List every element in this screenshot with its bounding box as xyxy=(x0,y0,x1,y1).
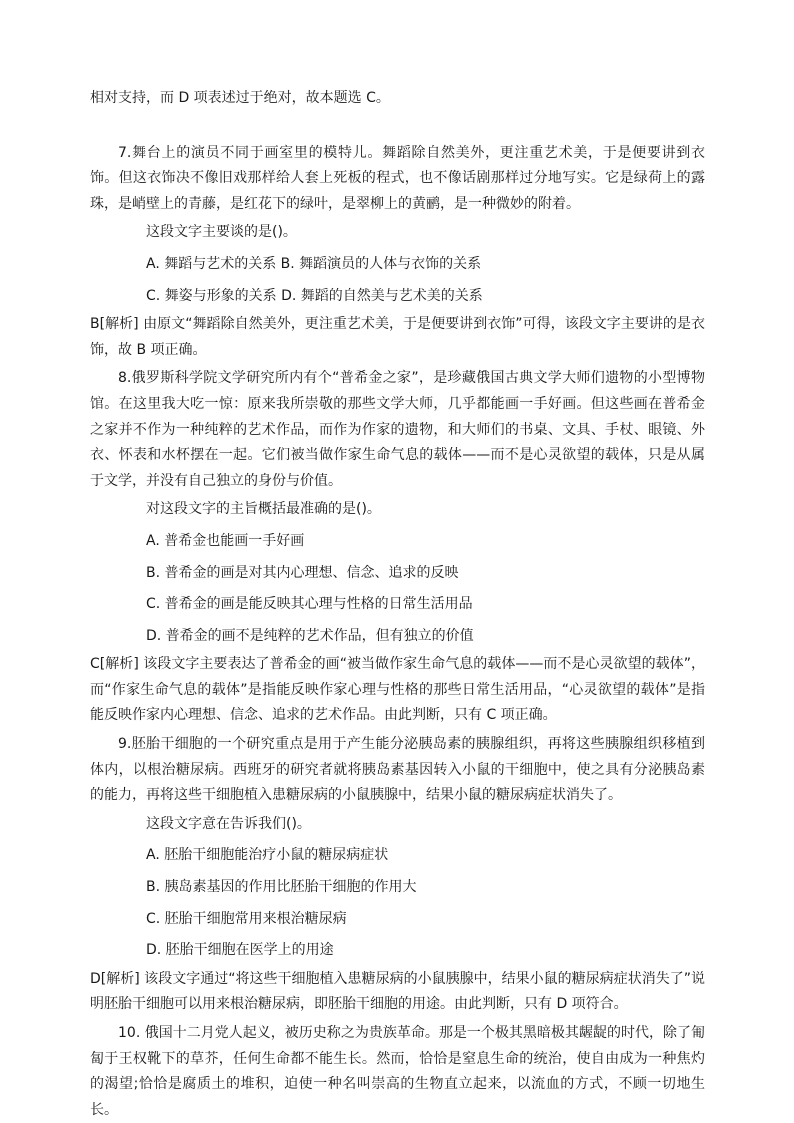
option-d: D. 普希金的画不是纯粹的艺术作品，但有独立的价值 xyxy=(146,627,474,644)
question-stem: 这段文字意在告诉我们()。 xyxy=(146,815,311,832)
document-body xyxy=(90,86,705,1123)
option-c: C. 普希金的画是能反映其心理与性格的日常生活用品 xyxy=(146,596,473,613)
question-9 xyxy=(90,732,705,1018)
option-line: C. 舞姿与形象的关系 D. 舞蹈的自然美与艺术美的关系 xyxy=(146,287,483,304)
question-10 xyxy=(90,1021,705,1123)
question-stem: 这段文字主要谈的是()。 xyxy=(146,224,297,241)
spacer xyxy=(90,112,705,138)
question-7 xyxy=(90,141,705,364)
option-c: C. 胚胎干细胞常用来根治糖尿病 xyxy=(146,910,347,927)
option-a: A. 普希金也能画一手好画 xyxy=(146,532,305,549)
question-passage: 7.舞台上的演员不同于画室里的模特儿。舞蹈除自然美外，更注重艺术美，于是便要讲到衣饰。但这衣饰决不像旧戏那样给人套上死板的程式，也不像话剧那样过分地写实。它是绿荷上的露珠，是峭壁上的青藤，是红花下的绿叶，是翠柳上的黄鹂，是一种微妙的附着。 xyxy=(90,144,705,212)
option-b: B. 普希金的画是对其内心理想、信念、追求的反映 xyxy=(146,564,459,581)
answer-explanation: D[解析] 该段文字通过“将这些干细胞植入患糖尿病的小鼠胰腺中，结果小鼠的糖尿病症状消失了”说明胚胎干细胞可以用来根治糖尿病，即胚胎干细胞的用途。由此判断，只有 D 项符合。 xyxy=(90,970,705,1013)
option-d: D. 胚胎干细胞在医学上的用途 xyxy=(146,942,334,959)
question-passage: 10. 俄国十二月党人起义，被历史称之为贵族革命。那是一个极其黑暗极其龌龊的时代，除了匍匐于王权靴下的草芥，任何生命都不能生长。然而，恰恰是窒息生命的统治，使自由成为一种焦灼的渴望;恰恰是腐质土的堆积，迫使一种名叫崇高的生物直立起来，以流血的方式，不顾一切地生长。 xyxy=(90,1025,705,1118)
question-stem: 对这段文字的主旨概括最准确的是()。 xyxy=(146,501,381,518)
question-passage: 9.胚胎干细胞的一个研究重点是用于产生能分泌胰岛素的胰腺组织，再将这些胰腺组织移植到体内，以根治糖尿病。西班牙的研究者就将胰岛素基因转入小鼠的干细胞中，使之具有分泌胰岛素的能力，再将这些干细胞植入患糖尿病的小鼠胰腺中，结果小鼠的糖尿病症状消失了。 xyxy=(90,736,705,804)
question-8 xyxy=(90,366,705,729)
question-passage: 8.俄罗斯科学院文学研究所内有个“普希金之家”，是珍藏俄国古典文学大师们遗物的小型博物馆。在这里我大吃一惊：原来我所崇敬的那些文学大师，几乎都能画一手好画。但这些画在普希金之家并不作为一种纯粹的艺术作品，而作为作家的遗物，和大师们的书桌、文具、手杖、眼镜、外衣、怀表和水杯摆在一起。它们被当做作家生命气息的载体——而不是心灵欲望的载体，只是从属于文学，并没有自己独立的身份与价值。 xyxy=(90,370,705,489)
option-line: A. 舞蹈与艺术的关系 B. 舞蹈演员的人体与衣饰的关系 xyxy=(146,255,482,272)
carryover-text: 相对支持，而 D 项表述过于绝对，故本题选 C。 xyxy=(90,90,390,106)
answer-explanation: C[解析] 该段文字主要表达了普希金的画“被当做作家生命气息的载体——而不是心灵欲望的载体”，而“作家生命气息的载体”是指能反映作家心理与性格的那些日常生活用品，“心灵欲望的载体”是指能反映作家内心理想、信念、追求的艺术作品。由此判断，只有 C 项正确。 xyxy=(90,656,705,724)
option-a: A. 胚胎干细胞能治疗小鼠的糖尿病症状 xyxy=(146,847,389,864)
option-b: B. 胰岛素基因的作用比胚胎干细胞的作用大 xyxy=(146,879,417,896)
answer-explanation: B[解析] 由原文“舞蹈除自然美外，更注重艺术美，于是便要讲到衣饰”可得，该段文字主要讲的是衣饰，故 B 项正确。 xyxy=(90,316,705,358)
